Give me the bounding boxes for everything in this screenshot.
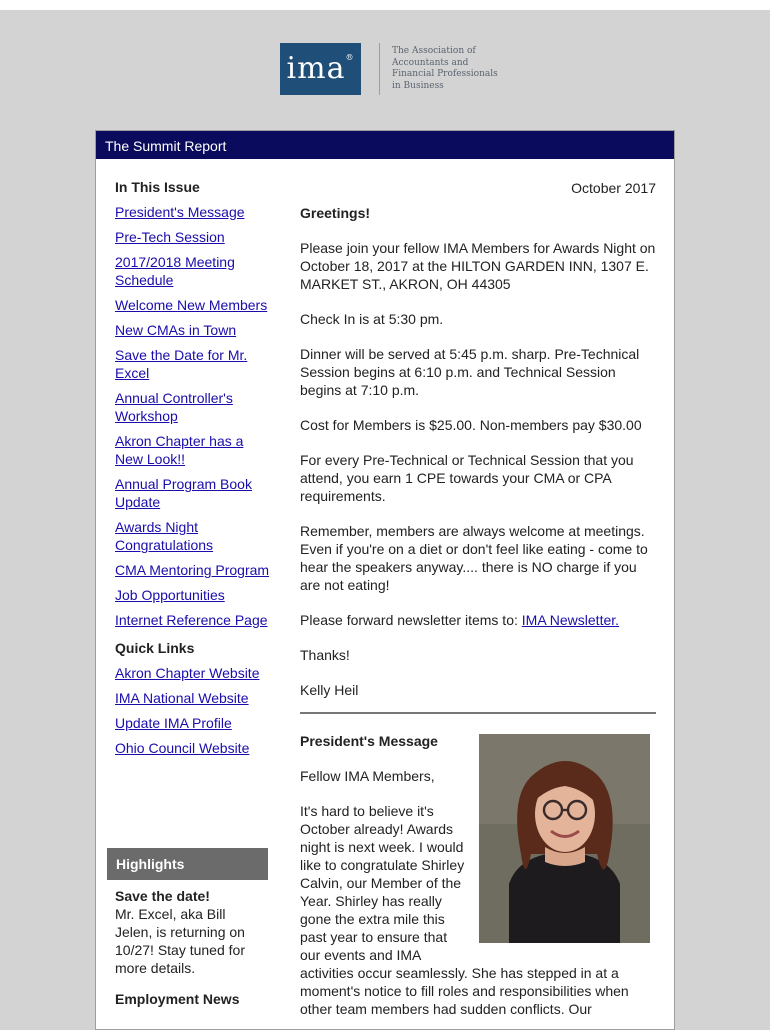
ima-logo	[280, 43, 520, 98]
newsletter-container	[95, 130, 675, 1030]
link-awards-night[interactable]: Awards Night Congratulations	[115, 519, 214, 553]
link-ima-national[interactable]: IMA National Website	[115, 690, 249, 706]
signature: Kelly Heil	[300, 682, 359, 698]
thanks: Thanks!	[300, 647, 350, 663]
link-controllers-workshop[interactable]: Annual Controller's Workshop	[115, 390, 233, 424]
issue-date: October 2017	[571, 180, 656, 196]
ima-logo-mark: ima®	[280, 43, 361, 95]
paragraph-reminder: Remember, members are always welcome at meetings. Even if you're on a diet or don't feel like eating - come to hear the speakers anyway.... there is NO charge if you are not eating!	[300, 523, 648, 593]
link-ohio-council[interactable]: Ohio Council Website	[115, 740, 250, 756]
link-pre-tech-session[interactable]: Pre-Tech Session	[115, 229, 225, 245]
section-divider	[300, 712, 656, 714]
link-new-cmas[interactable]: New CMAs in Town	[115, 322, 237, 338]
employment-news-heading: Employment News	[115, 991, 240, 1007]
paragraph-awards-night: Please join your fellow IMA Members for Awards Night on October 18, 2017 at the HILTON GARDEN INN, 1307 E. MARKET ST., AKRON, OH 44305	[300, 240, 656, 292]
link-program-book[interactable]: Annual Program Book Update	[115, 476, 252, 510]
link-akron-chapter[interactable]: Akron Chapter Website	[115, 665, 260, 681]
link-cma-mentoring[interactable]: CMA Mentoring Program	[115, 562, 270, 578]
ima-newsletter-link[interactable]: IMA Newsletter.	[521, 612, 620, 628]
link-job-opportunities[interactable]: Job Opportunities	[115, 587, 225, 603]
link-update-profile[interactable]: Update IMA Profile	[115, 715, 232, 731]
logo-divider	[379, 43, 380, 95]
link-welcome-new-members[interactable]: Welcome New Members	[115, 297, 268, 313]
link-save-the-date[interactable]: Save the Date for Mr. Excel	[115, 347, 248, 381]
sidebar	[115, 179, 275, 764]
greeting: Greetings!	[300, 205, 371, 221]
paragraph-cost: Cost for Members is $25.00. Non-members pay $30.00	[300, 417, 642, 433]
president-photo	[479, 734, 650, 943]
paragraph-forward: Please forward newsletter items to: IMA Newsletter.	[300, 612, 620, 628]
link-new-look[interactable]: Akron Chapter has a New Look!!	[115, 433, 244, 467]
newsletter-title: The Summit Report	[96, 131, 674, 159]
main-content	[300, 179, 656, 1018]
link-meeting-schedule[interactable]: 2017/2018 Meeting Schedule	[115, 254, 235, 288]
link-internet-reference[interactable]: Internet Reference Page	[115, 612, 268, 628]
in-this-issue-heading: In This Issue	[115, 179, 200, 195]
save-text: Mr. Excel, aka Bill Jelen, is returning on 10/27! Stay tuned for more details.	[115, 906, 245, 976]
presidents-message-heading: President's Message	[300, 733, 438, 749]
save-the-date-block	[115, 887, 265, 977]
paragraph-dinner: Dinner will be served at 5:45 p.m. sharp. Pre-Technical Session begins at 6:10 p.m. and Technical Session begins at 7:10 p.m.	[300, 346, 640, 398]
paragraph-check-in: Check In is at 5:30 pm.	[300, 311, 444, 327]
highlights-heading: Highlights	[107, 848, 268, 880]
top-strip	[0, 0, 770, 10]
president-paragraph-continued: activities occur seamlessly. She has stepped in at a moment's notice to fill roles and responsibilities when other team members had sudden conflicts. Our	[300, 965, 629, 1017]
president-salutation: Fellow IMA Members,	[300, 768, 435, 784]
logo-tagline: The Association of Accountants and Financial Professionals in Business	[392, 46, 498, 91]
paragraph-cpe: For every Pre-Technical or Technical Session that you attend, you earn 1 CPE towards your CMA or CPA requirements.	[300, 452, 634, 504]
save-title: Save the date!	[115, 888, 210, 904]
president-paragraph: It's hard to believe it's October already! Awards night is next week. I would like to congratulate Shirley Calvin, our Member of the Year. Shirley has really gone the extra mile this past year to ensure that our events and IMA	[300, 803, 465, 963]
link-presidents-message[interactable]: President's Message	[115, 204, 245, 220]
quick-links-heading: Quick Links	[115, 640, 195, 656]
